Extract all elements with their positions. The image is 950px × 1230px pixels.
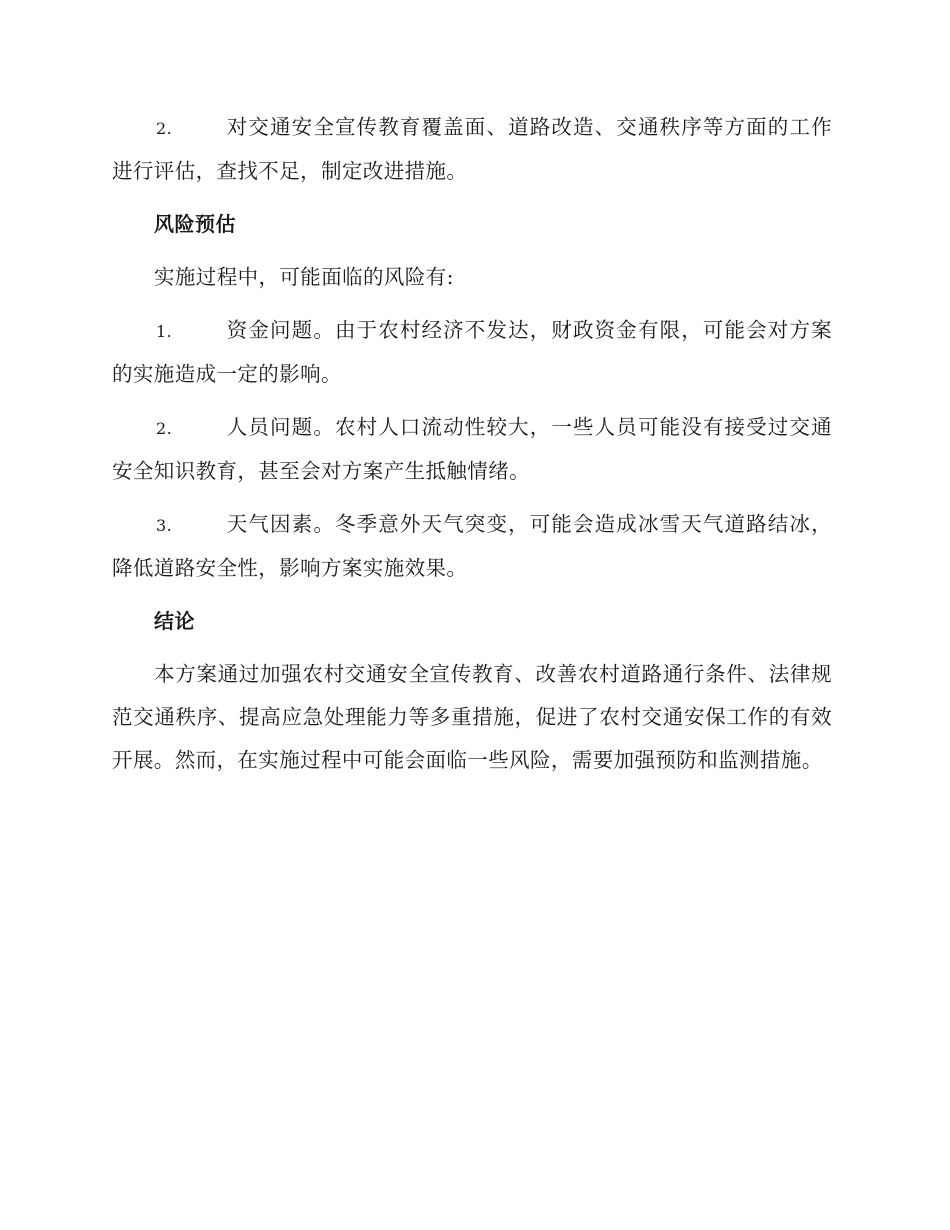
list-number: 2. <box>156 119 173 138</box>
conclusion-paragraph: 本方案通过加强农村交通安全宣传教育、改善农村道路通行条件、法律规范交通秩序、提高应急处理能力等多重措施，促进了农村交通安保工作的有效开展。然而，在实施过程中可能会面临一些风险，需要加强预防和监测措施。 <box>112 662 832 772</box>
list-text: 人员问题。农村人口流动性较大，一些人员可能没有接受过交通安全知识教育，甚至会对方案产生抵触情绪。 <box>112 415 832 483</box>
list-number: 3. <box>156 516 173 535</box>
list-number: 1. <box>156 322 173 341</box>
list-item <box>112 309 832 396</box>
list-number: 2. <box>156 419 173 438</box>
list-text: 对交通安全宣传教育覆盖面、道路改造、交通秩序等方面的工作进行评估，查找不足，制定改进措施。 <box>112 115 832 183</box>
list-text: 资金问题。由于农村经济不发达，财政资金有限，可能会对方案的实施造成一定的影响。 <box>112 318 832 386</box>
section-heading-conclusion: 结论 <box>154 609 195 633</box>
list-text: 天气因素。冬季意外天气突变，可能会造成冰雪天气道路结冰，降低道路安全性，影响方案实施效果。 <box>112 512 832 580</box>
list-item <box>112 503 832 590</box>
list-item <box>112 406 832 493</box>
risk-intro: 实施过程中，可能面临的风险有: <box>154 265 454 289</box>
list-item <box>112 106 832 193</box>
section-heading-risk: 风险预估 <box>154 212 236 236</box>
document-body <box>112 106 832 792</box>
